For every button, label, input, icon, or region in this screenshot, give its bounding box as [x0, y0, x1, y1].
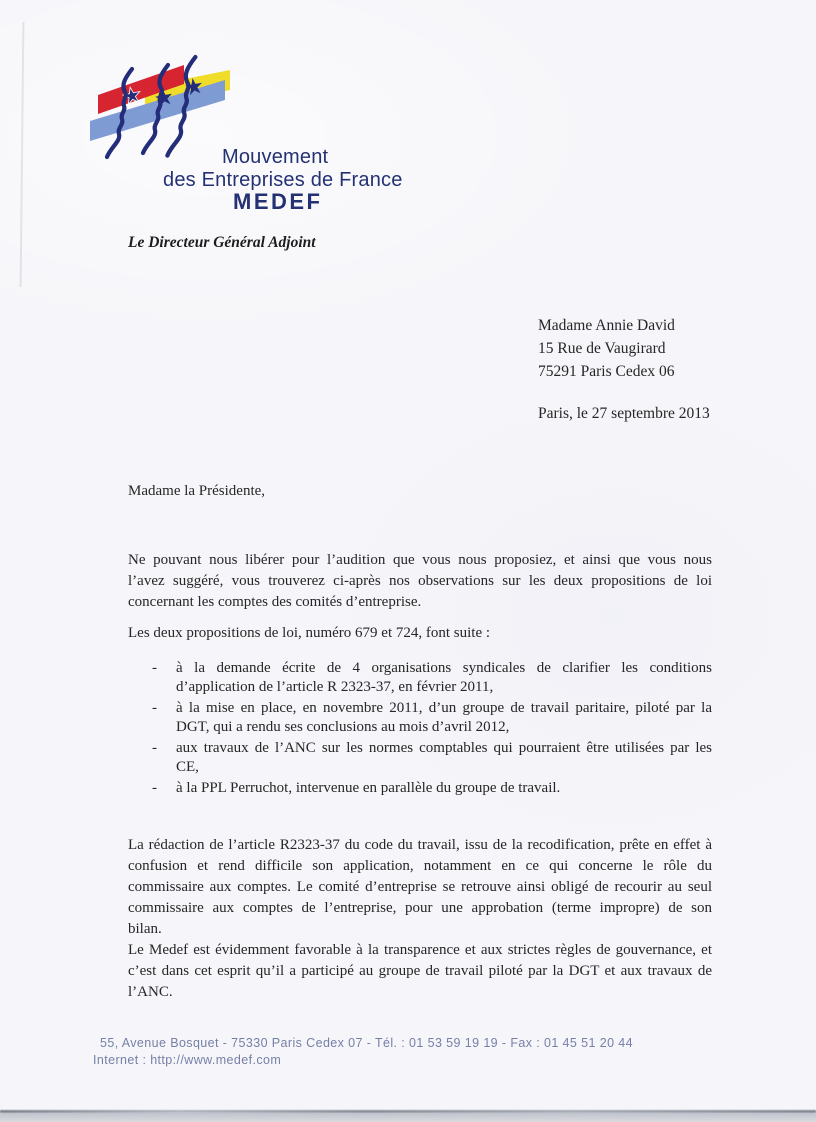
brand-name-line2: des Entreprises de France	[163, 169, 403, 191]
paragraph-4-line: l’ANC.	[128, 984, 173, 1000]
bullet-list	[150, 659, 712, 801]
sender-title: Le Directeur Général Adjoint	[128, 234, 316, 251]
paragraph-4-line: c’est dans cet esprit qu’il a participé au groupe de travail piloté par la DGT et aux travaux de	[128, 963, 712, 979]
paragraph-1-line: l’avez suggéré, vous trouverez ci-après nos observations sur les deux propositions de loi	[128, 573, 712, 589]
bullet-dash: -	[152, 660, 157, 676]
scan-artifact-bottom-strip	[0, 1113, 816, 1122]
address-line: 75291 Paris Cedex 06	[538, 363, 675, 380]
bullet-line: DGT, qui a rendu ses conclusions au mois d’avril 2012,	[176, 718, 510, 735]
footer-internet-line: Internet : http://www.medef.com	[93, 1053, 282, 1067]
recipient-address	[538, 314, 675, 383]
paragraph-3-line: confusion et rend difficile son application, notamment en ce qui concerne le rôle du	[128, 858, 712, 874]
bullet-line: d’application de l’article R 2323-37, en février 2011,	[176, 678, 494, 695]
paragraph-2	[128, 623, 712, 644]
paragraph-3-line: bilan.	[128, 921, 162, 937]
brand-name-line1: Mouvement	[222, 146, 329, 168]
bullet-item	[150, 659, 712, 696]
bullet-line: CE,	[176, 758, 199, 775]
paragraph-3-line: commissaire aux comptes. Le comité d’entreprise se retrouve ainsi obligé de recourir au seul	[128, 879, 712, 895]
address-line: Madame Annie David	[538, 317, 675, 334]
footer-address-line: 55, Avenue Bosquet - 75330 Paris Cedex 07 - Tél. : 01 53 59 19 19 - Fax : 01 45 51 20 44	[100, 1036, 633, 1050]
bullet-line: aux travaux de l’ANC sur les normes comptables qui pourraient être utilisées par les	[176, 740, 712, 756]
scan-artifact-left-line	[20, 22, 25, 287]
footer	[93, 1035, 633, 1069]
paragraph-2-line: Les deux propositions de loi, numéro 679 et 724, font suite :	[128, 625, 491, 641]
paragraph-1-line: concernant les comptes des comités d’entreprise.	[128, 594, 422, 610]
address-line: 15 Rue de Vaugirard	[538, 340, 666, 357]
paragraph-3	[128, 835, 712, 940]
dateline: Paris, le 27 septembre 2013	[538, 405, 710, 422]
bullet-line: à la PPL Perruchot, intervenue en parallèle du groupe de travail.	[176, 780, 561, 796]
paragraph-1	[128, 550, 712, 613]
paragraph-1-line: Ne pouvant nous libérer pour l’audition que vous nous proposiez, et ainsi que vous nous	[128, 552, 712, 568]
bullet-dash: -	[152, 700, 157, 716]
paragraph-3-line: commissaire aux comptes de l’entreprise, pour une approbation (terme impropre) de son	[128, 900, 712, 916]
bullet-line: à la mise en place, en novembre 2011, d’un groupe de travail paritaire, piloté par la	[176, 700, 712, 716]
bullet-item	[150, 779, 712, 798]
paragraph-4-line: Le Medef est évidemment favorable à la transparence et aux strictes règles de gouvernance, et	[128, 942, 712, 958]
paragraph-4	[128, 940, 712, 1003]
bullet-dash: -	[152, 780, 157, 796]
salutation: Madame la Présidente,	[128, 483, 266, 499]
bullet-item	[150, 739, 712, 776]
bullet-item	[150, 699, 712, 736]
paragraph-3-line: La rédaction de l’article R2323-37 du code du travail, issu de la recodification, prête en effet à	[128, 837, 712, 853]
bullet-line: à la demande écrite de 4 organisations syndicales de clarifier les conditions	[176, 660, 712, 676]
bullet-dash: -	[152, 740, 157, 756]
brand-acronym: MEDEF	[233, 189, 323, 214]
